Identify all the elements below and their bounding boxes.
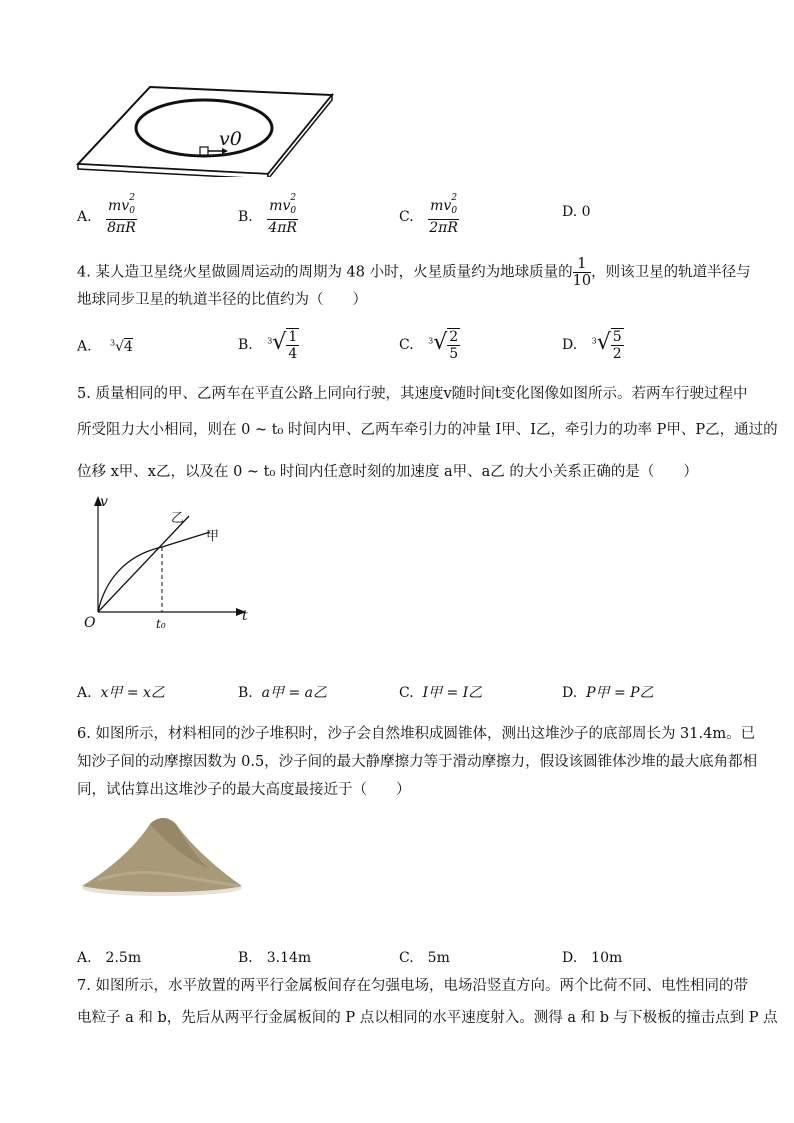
q4-option-a: A. $^3$√4 <box>77 338 133 355</box>
q6-option-a: A. 2.5m <box>77 950 142 966</box>
q5-option-a: A. x甲 = x乙 <box>77 685 165 701</box>
q5-option-b: B. a甲 = a乙 <box>238 685 327 701</box>
t0-label: t₀ <box>156 617 166 631</box>
q3-option-b: B. mv 2 $_0$ 4πR <box>238 193 297 236</box>
q7-line1: 7. 如图所示，水平放置的两平行金属板间存在匀强电场，电场沿竖直方向。两个比荷不同、电性相同的带 <box>77 978 748 994</box>
origin-label: O <box>84 615 96 631</box>
v0-label: v0 <box>219 128 242 150</box>
q4-line1: 4. 某人造卫星绕火星做圆周运动的周期为 48 小时，火星质量约为地球质量的 $\frac{1}{10}$ ，则该卫星的轨道半径与 <box>77 256 751 289</box>
q6-option-d: D. 10m <box>562 950 623 966</box>
q5-option-d: D. P甲 = P乙 <box>562 685 654 701</box>
q6-option-b: B. 3.14m <box>238 950 312 966</box>
yi-label: 乙 <box>171 511 185 526</box>
jia-label: 甲 <box>206 529 220 544</box>
q6-line1: 6. 如图所示，材料相同的沙子堆积时，沙子会自然堆积成圆锥体，测出这堆沙子的底部周长为 31.4m。已 <box>77 726 756 742</box>
velocity-time-graph <box>82 494 257 634</box>
q5-line1: 5. 质量相同的甲、乙两车在平直公路上同向行驶，其速度v随时间t变化图像如图所示。若两车行驶过程中 <box>77 386 748 402</box>
q5-line2: 所受阻力大小相同，则在 0 ~ t₀ 时间内甲、乙两车牵引力的冲量 I甲、I乙，牵引力的功率 P甲、P乙，通过的 <box>77 422 778 438</box>
t-axis-label: t <box>242 608 248 624</box>
q4-line2: 地球同步卫星的轨道半径的比值约为（ ） <box>77 292 367 308</box>
q7-line2: 电粒子 a 和 b，先后从两平行金属板间的 P 点以相同的水平速度射入。测得 a 和 b 与下极板的撞击点到 P 点 <box>77 1010 778 1026</box>
q6-line3: 同，试估算出这堆沙子的最大高度最接近于（ ） <box>77 782 411 798</box>
q4-option-b: B. $^3$√ $\frac{1}{4}$ <box>238 329 298 362</box>
small-block <box>200 147 208 155</box>
q3-option-a: A. mv 2 $_0$ 8πR <box>77 193 136 236</box>
series-line-jia <box>98 532 210 612</box>
q3-option-c: C. mv 2 $_0$ 2πR <box>399 193 458 236</box>
q4-option-c: C. $^3$√ $\frac{2}{5}$ <box>399 329 459 362</box>
q5-line3: 位移 x甲、x乙，以及在 0 ~ t₀ 时间内任意时刻的加速度 a甲、a乙 的大小关系正确的是（ ） <box>77 464 698 480</box>
q6-option-c: C. 5m <box>399 950 450 966</box>
series-line-yi <box>98 516 189 612</box>
q3-option-d: D. 0 <box>562 204 591 220</box>
sand-pile-image <box>78 810 246 898</box>
v-axis-label: v <box>100 494 108 510</box>
q6-line2: 知沙子间的动摩擦因数为 0.5，沙子间的最大静摩擦力等于滑动摩擦力，假设该圆锥体沙堆的最大底角都相 <box>77 754 758 770</box>
q4-option-d: D. $^3$√ $\frac{5}{2}$ <box>562 329 622 362</box>
turntable-figure <box>70 82 340 177</box>
q5-option-c: C. I甲 = I乙 <box>399 685 483 701</box>
